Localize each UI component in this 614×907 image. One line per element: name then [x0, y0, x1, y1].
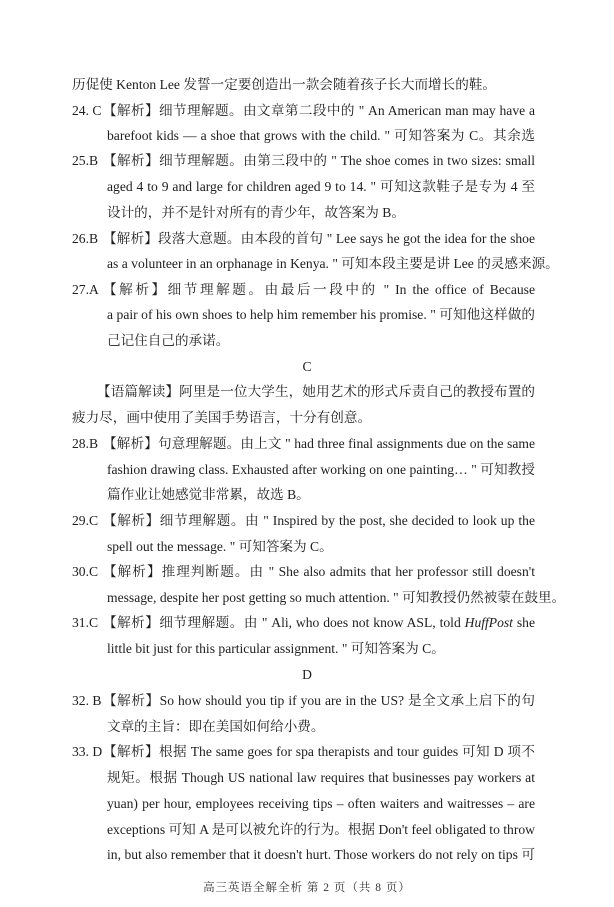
- text-segment: she: [516, 615, 535, 630]
- question-number: 30.C: [72, 564, 99, 579]
- text-segment: 【解析】细节理解题。由 " Ali, who does not know ASL, told: [103, 615, 465, 630]
- text-line: message, despite her post getting so much attention. " 可知教授仍然被蒙在鼓里。: [107, 590, 566, 605]
- question-number: 32. B: [72, 693, 102, 708]
- text-line: 【解析】段落大意题。由本段的首句 " Lee says he got the idea for the shoe: [103, 231, 535, 246]
- text-line: 【解析】细节理解题。由 " Inspired by the post, she decided to look up the: [103, 513, 535, 528]
- text-line: a pair of his own shoes to help him remember his promise. " 可知他这样做的: [107, 307, 535, 322]
- text-line: 篇作业让她感觉非常累，故选 B。: [107, 487, 310, 502]
- question-number: 27.A: [72, 282, 99, 297]
- text-line: 【解析】So how should you tip if you are in the US? 是全文承上启下的句: [103, 693, 535, 708]
- text-line: 【解析】句意理解题。由上文 " had three final assignments due on the same: [103, 436, 535, 451]
- text-line: spell out the message. " 可知答案为 C。: [107, 539, 333, 554]
- text-line: 设计的，并不是针对所有的青少年，故答案为 B。: [107, 205, 405, 220]
- section-heading: D: [302, 667, 312, 682]
- italic-source-name: HuffPost: [464, 615, 513, 630]
- text-line: 【解析】根据 The same goes for spa therapists and tour guides 可知 D 项不: [103, 744, 535, 759]
- text-line: 历促使 Kenton Lee 发誓一定要创造出一款会随着孩子长大而增长的鞋。: [72, 77, 497, 92]
- text-line: 【语篇解读】阿里是一位大学生，她用艺术的形式斥责自己的教授布置的: [97, 384, 535, 399]
- question-number: 24. C: [72, 103, 102, 118]
- text-line: [103, 614, 535, 632]
- text-line: exceptions 可知 A 是可以被允许的行为。根据 Don't feel obligated to throw: [107, 822, 535, 837]
- text-line: little bit just for this particular assignment. " 可知答案为 C。: [107, 641, 445, 656]
- text-line: 【解析】推理判断题。由 " She also admits that her professor still doesn't: [103, 564, 535, 579]
- question-number: 29.C: [72, 513, 99, 528]
- question-number: 25.B: [72, 153, 99, 168]
- page-footer: 高三英语全解全析 第 2 页（共 8 页）: [203, 882, 411, 894]
- text-line: as a volunteer in an orphanage in Kenya. " 可知本段主要是讲 Lee 的灵感来源。: [107, 256, 559, 271]
- text-line: 己记住自己的承诺。: [107, 333, 230, 348]
- text-line: in, but also remember that it doesn't hurt. Those workers do not rely on tips 可: [107, 847, 535, 862]
- question-number: 28.B: [72, 436, 99, 451]
- text-line: 规矩。根据 Though US national law requires that businesses pay workers at: [107, 770, 535, 785]
- question-number: 31.C: [72, 615, 99, 630]
- section-heading: C: [302, 359, 312, 374]
- text-line: 文章的主旨：即在美国如何给小费。: [107, 719, 325, 734]
- text-line: 疲力尽，画中使用了美国手势语言，十分有创意。: [72, 410, 372, 425]
- text-line: fashion drawing class. Exhausted after working on one painting… " 可知教授: [107, 462, 535, 477]
- text-line: 【解析】细节理解题。由最后一段中的 " In the office of Because: [103, 282, 535, 297]
- text-line: aged 4 to 9 and large for children aged 9 to 14. " 可知这款鞋子是专为 4 至: [107, 179, 535, 194]
- text-line: 【解析】细节理解题。由第三段中的 " The shoe comes in two sizes: small: [103, 153, 535, 168]
- question-number: 33. D: [72, 744, 103, 759]
- question-number: 26.B: [72, 231, 99, 246]
- text-line: barefoot kids — a shoe that grows with the child. " 可知答案为 C。其余选: [107, 128, 535, 143]
- text-line: yuan) per hour, employees receiving tips – often waiters and waitresses – are: [107, 796, 535, 811]
- text-line: 【解析】细节理解题。由文章第二段中的 " An American man may have a: [103, 103, 535, 118]
